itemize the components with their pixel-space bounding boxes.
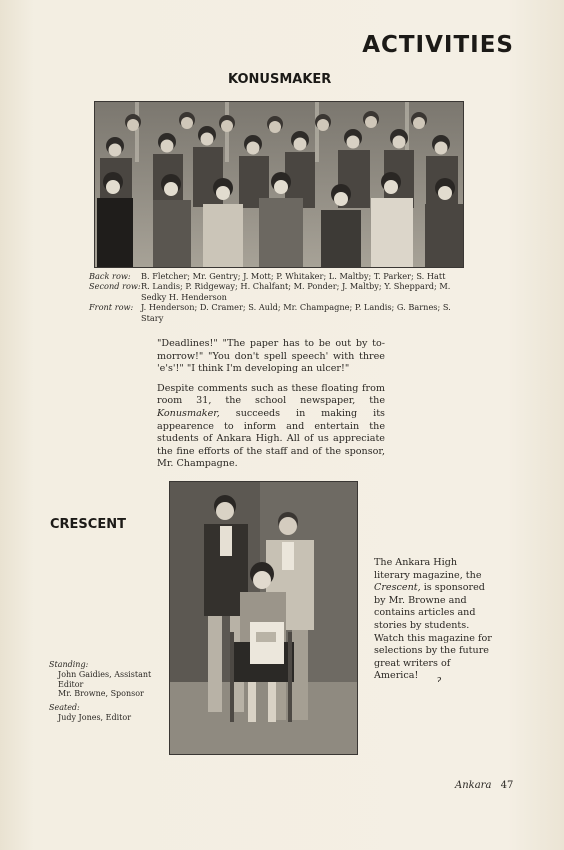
- handwritten-mark: ɂ: [437, 675, 442, 685]
- article-paragraph: "Deadlines!" "The paper has to be out by to-morrow!" "You don't spell speech' with three 'e's'!" "I think I'm developing an ulcer!": [157, 338, 385, 375]
- standing-label: Standing:: [49, 660, 89, 669]
- caption-names: R. Landis; P. Ridgeway; H. Chalfant; M. Ponder; J. Maltby; Y. Sheppard; M. Sedky H. Henderson: [141, 281, 451, 302]
- caption-names: J. Henderson; D. Cramer; S. Auld; Mr. Champagne; P. Landis; G. Barnes; S. Stary: [141, 302, 451, 323]
- caption-label: Front row:: [89, 302, 134, 313]
- crescent-article: [374, 557, 496, 683]
- page-footer: [455, 780, 513, 791]
- caption-label: Second row:: [89, 281, 141, 292]
- caption-second-row: [89, 281, 469, 302]
- article-text: The Ankara High literary magazine, the: [374, 557, 482, 581]
- article-text: Despite comments such as these floating from room 31, the school newspaper, the: [157, 382, 385, 407]
- seated-label: Seated:: [49, 703, 80, 713]
- crescent-photo-caption: [49, 660, 159, 723]
- konusmaker-article: [157, 338, 385, 478]
- article-text: is sponsored by Mr. Browne and contains articles and stories by students. Watch this magazine for selections by the future great writers of America!: [374, 582, 492, 682]
- caption-front-row: [89, 302, 469, 323]
- article-text: succeeds in making its appearence to inform and entertain the students of Ankara High. All of us appreciate the fine efforts of the staff and of the sponsor, Mr. Champagne.: [157, 407, 385, 470]
- konusmaker-heading: KONUSMAKER: [228, 72, 332, 87]
- konusmaker-photo-caption: [89, 271, 469, 323]
- page-title: ACTIVITIES: [362, 32, 514, 58]
- konusmaker-group-photo: [94, 101, 464, 268]
- crescent-heading: CRESCENT: [50, 517, 126, 532]
- standing-name: John Gaidies, Assistant Editor: [58, 669, 152, 689]
- crescent-staff-photo: [169, 481, 358, 755]
- caption-names: B. Fletcher; Mr. Gentry; J. Mott; P. Whitaker; L. Maltby; T. Parker; S. Hatt: [141, 271, 446, 281]
- newspaper-name: Konusmaker,: [157, 407, 220, 419]
- publication-name: Ankara: [455, 780, 492, 791]
- magazine-name: Crescent,: [374, 582, 421, 594]
- group-photo-illustration: [95, 102, 463, 267]
- page-number: 47: [500, 780, 514, 791]
- caption-back-row: [89, 271, 469, 281]
- article-paragraph: [157, 383, 385, 471]
- standing-name: Mr. Browne, Sponsor: [58, 689, 144, 699]
- caption-label: Back row:: [89, 271, 131, 281]
- seated-name: Judy Jones, Editor: [58, 712, 132, 722]
- staff-photo-illustration: [170, 482, 357, 754]
- article-paragraph: [374, 557, 496, 683]
